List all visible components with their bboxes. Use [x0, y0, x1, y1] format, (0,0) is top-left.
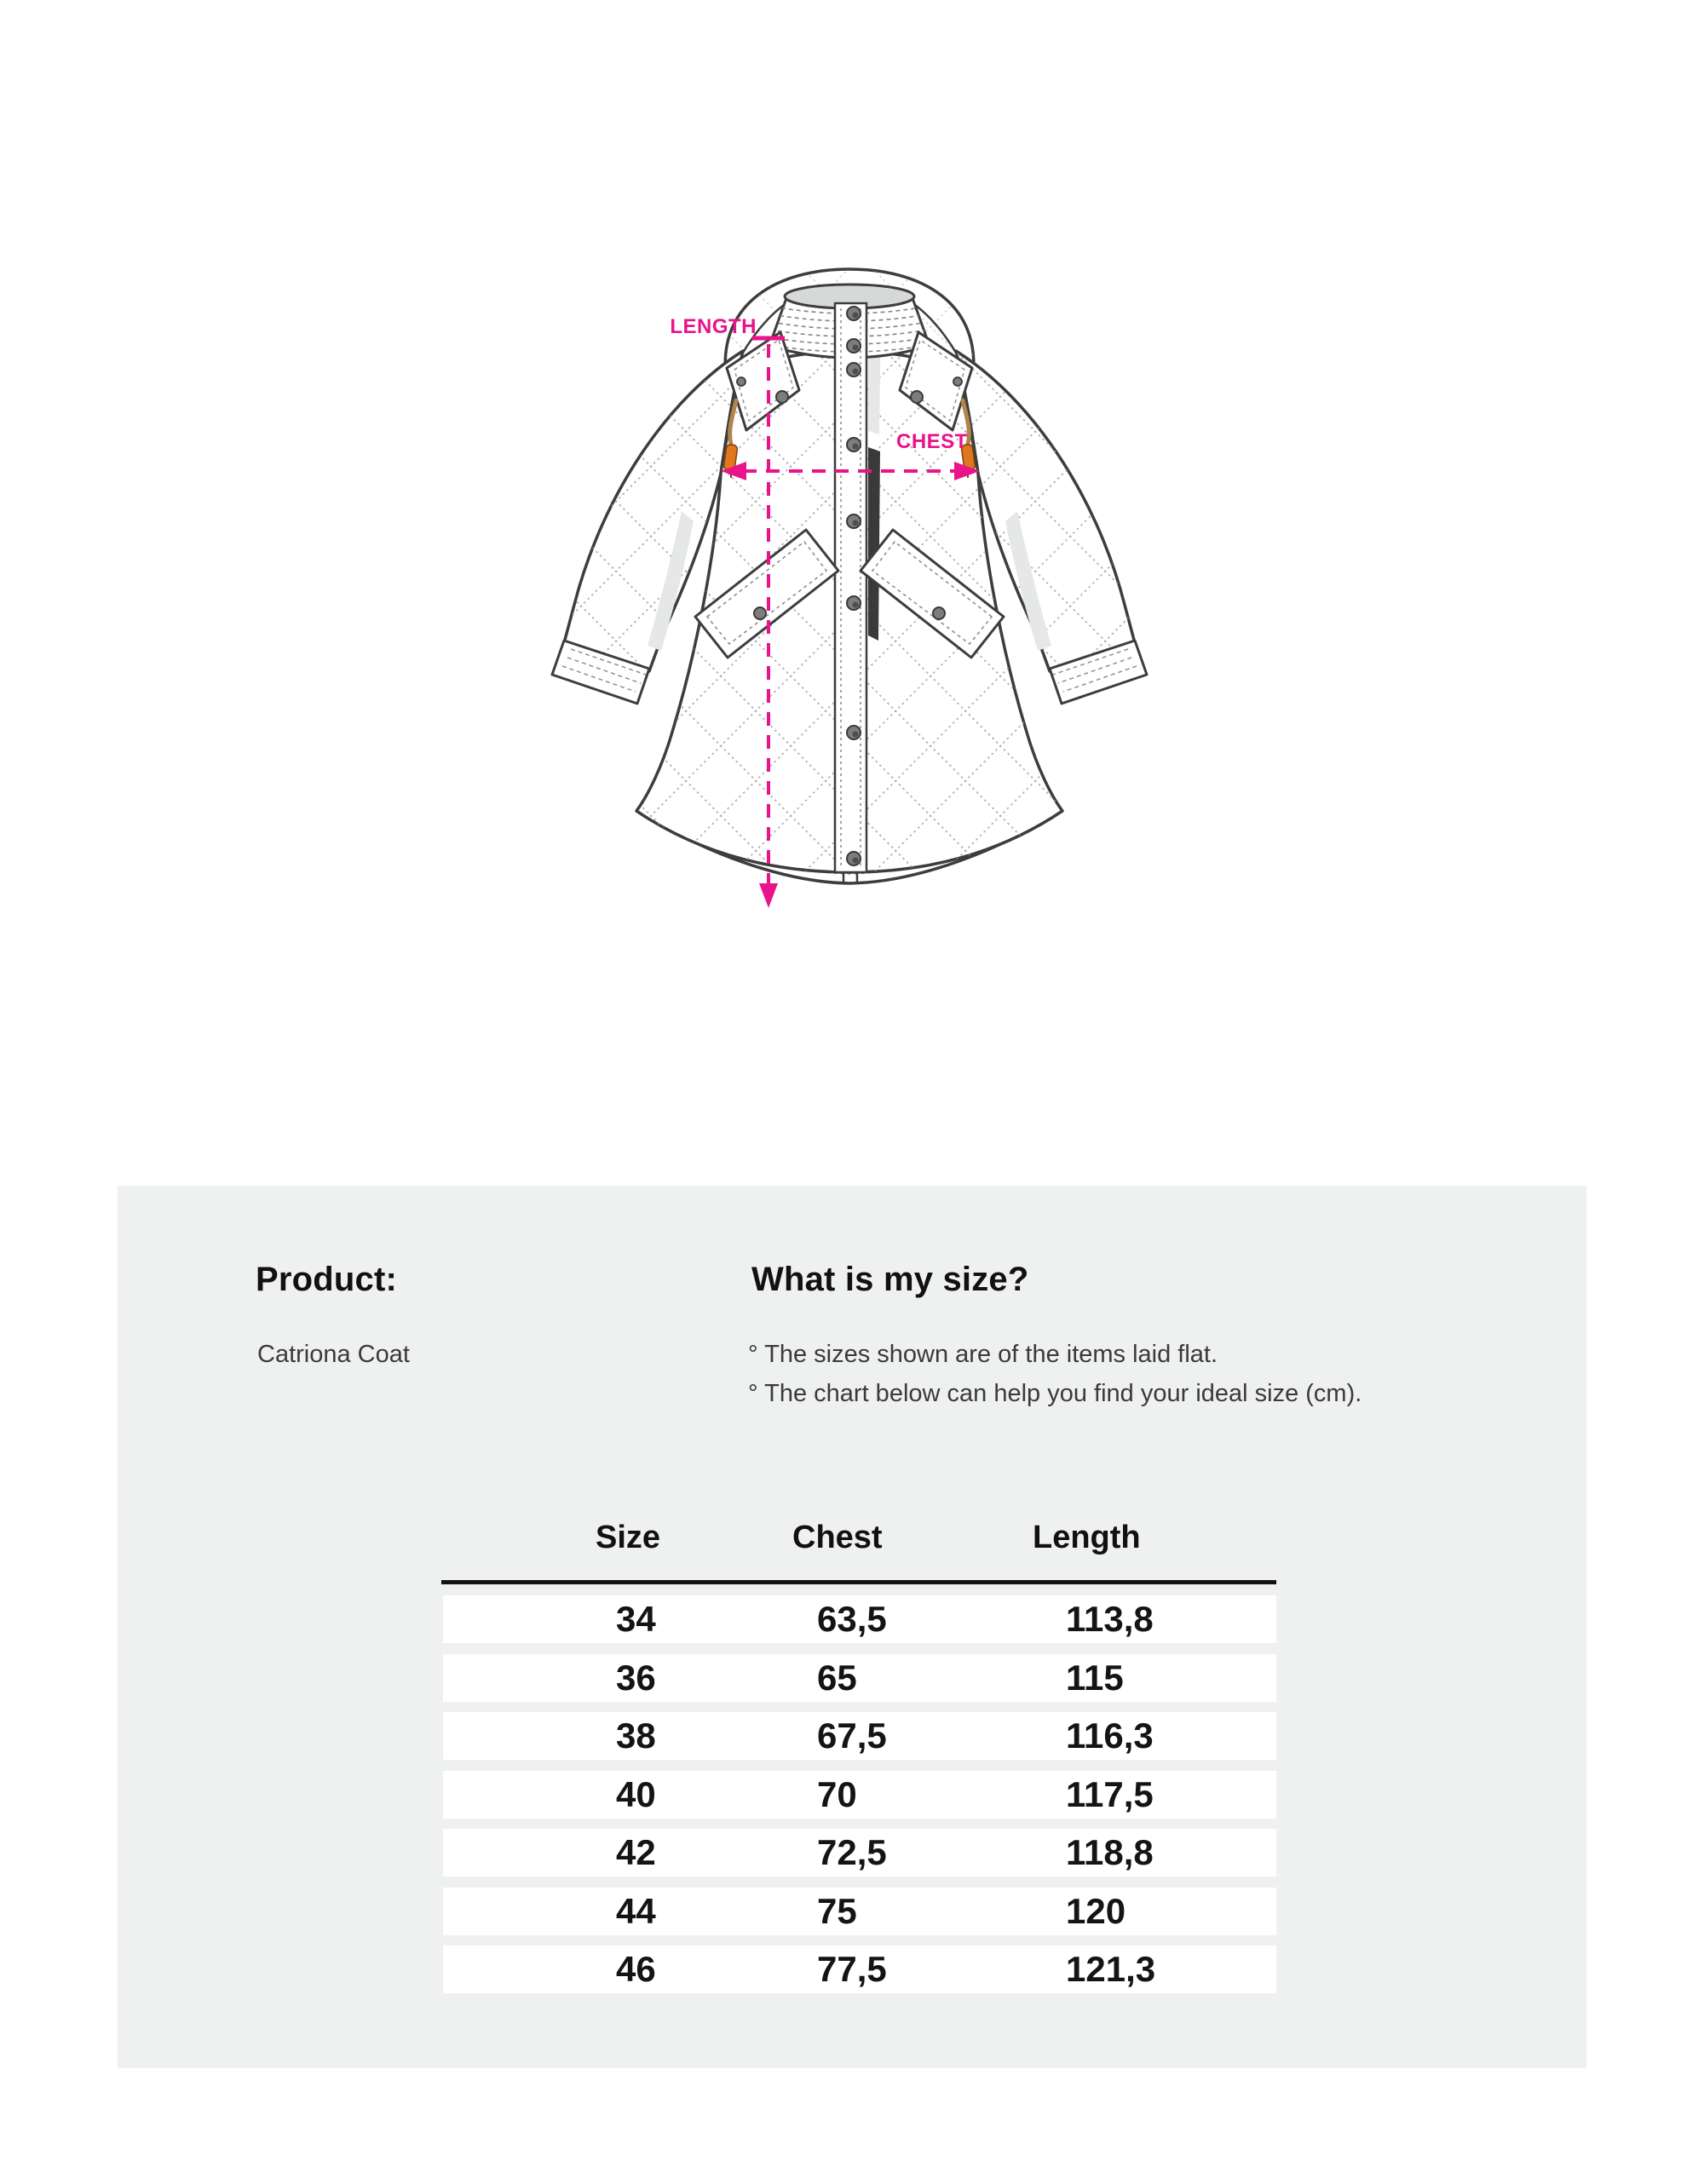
table-cell-length: 121,3 — [1066, 1949, 1156, 1989]
length-label: LENGTH — [670, 315, 757, 338]
table-cell-chest: 77,5 — [817, 1949, 887, 1989]
table-cell-length: 113,8 — [1066, 1599, 1154, 1639]
table-cell-length: 116,3 — [1066, 1716, 1154, 1756]
table-cell-size: 34 — [616, 1599, 656, 1639]
table-row — [443, 1771, 1276, 1819]
table-cell-chest: 67,5 — [817, 1716, 887, 1756]
table-row — [443, 1945, 1276, 1993]
table-row — [443, 1888, 1276, 1935]
coat-diagram — [511, 256, 1193, 937]
table-cell-size: 42 — [616, 1832, 656, 1872]
column-header-length: Length — [1033, 1520, 1141, 1555]
table-cell-length: 118,8 — [1066, 1832, 1154, 1872]
table-header-rule — [441, 1580, 1276, 1584]
table-row — [443, 1595, 1276, 1643]
size-heading: What is my size? — [751, 1261, 1029, 1298]
size-note: ° The chart below can help you find your ideal size (cm). — [748, 1380, 1362, 1407]
table-cell-chest: 63,5 — [817, 1599, 887, 1639]
table-cell-chest: 70 — [817, 1774, 857, 1814]
column-header-chest: Chest — [792, 1520, 883, 1555]
table-row — [443, 1654, 1276, 1702]
table-cell-size: 38 — [616, 1716, 656, 1756]
coat-illustration — [511, 256, 1193, 937]
table-cell-size: 40 — [616, 1774, 656, 1814]
table-cell-chest: 65 — [817, 1658, 857, 1698]
table-cell-length: 120 — [1066, 1891, 1126, 1931]
table-cell-length: 117,5 — [1066, 1774, 1154, 1814]
chest-label: CHEST — [896, 430, 968, 453]
placket — [835, 303, 866, 872]
table-cell-chest: 72,5 — [817, 1832, 887, 1872]
table-cell-size: 36 — [616, 1658, 656, 1698]
inner-flap-shadow — [868, 447, 880, 641]
table-cell-length: 115 — [1066, 1658, 1124, 1698]
product-name: Catriona Coat — [257, 1341, 410, 1368]
column-header-size: Size — [596, 1520, 661, 1555]
size-note: ° The sizes shown are of the items laid flat. — [748, 1341, 1218, 1368]
table-row — [443, 1712, 1276, 1760]
table-cell-size: 44 — [616, 1891, 656, 1931]
size-guide-panel — [118, 1186, 1586, 2068]
table-row — [443, 1829, 1276, 1877]
product-heading: Product: — [256, 1261, 398, 1298]
table-cell-chest: 75 — [817, 1891, 857, 1931]
table-cell-size: 46 — [616, 1949, 656, 1989]
